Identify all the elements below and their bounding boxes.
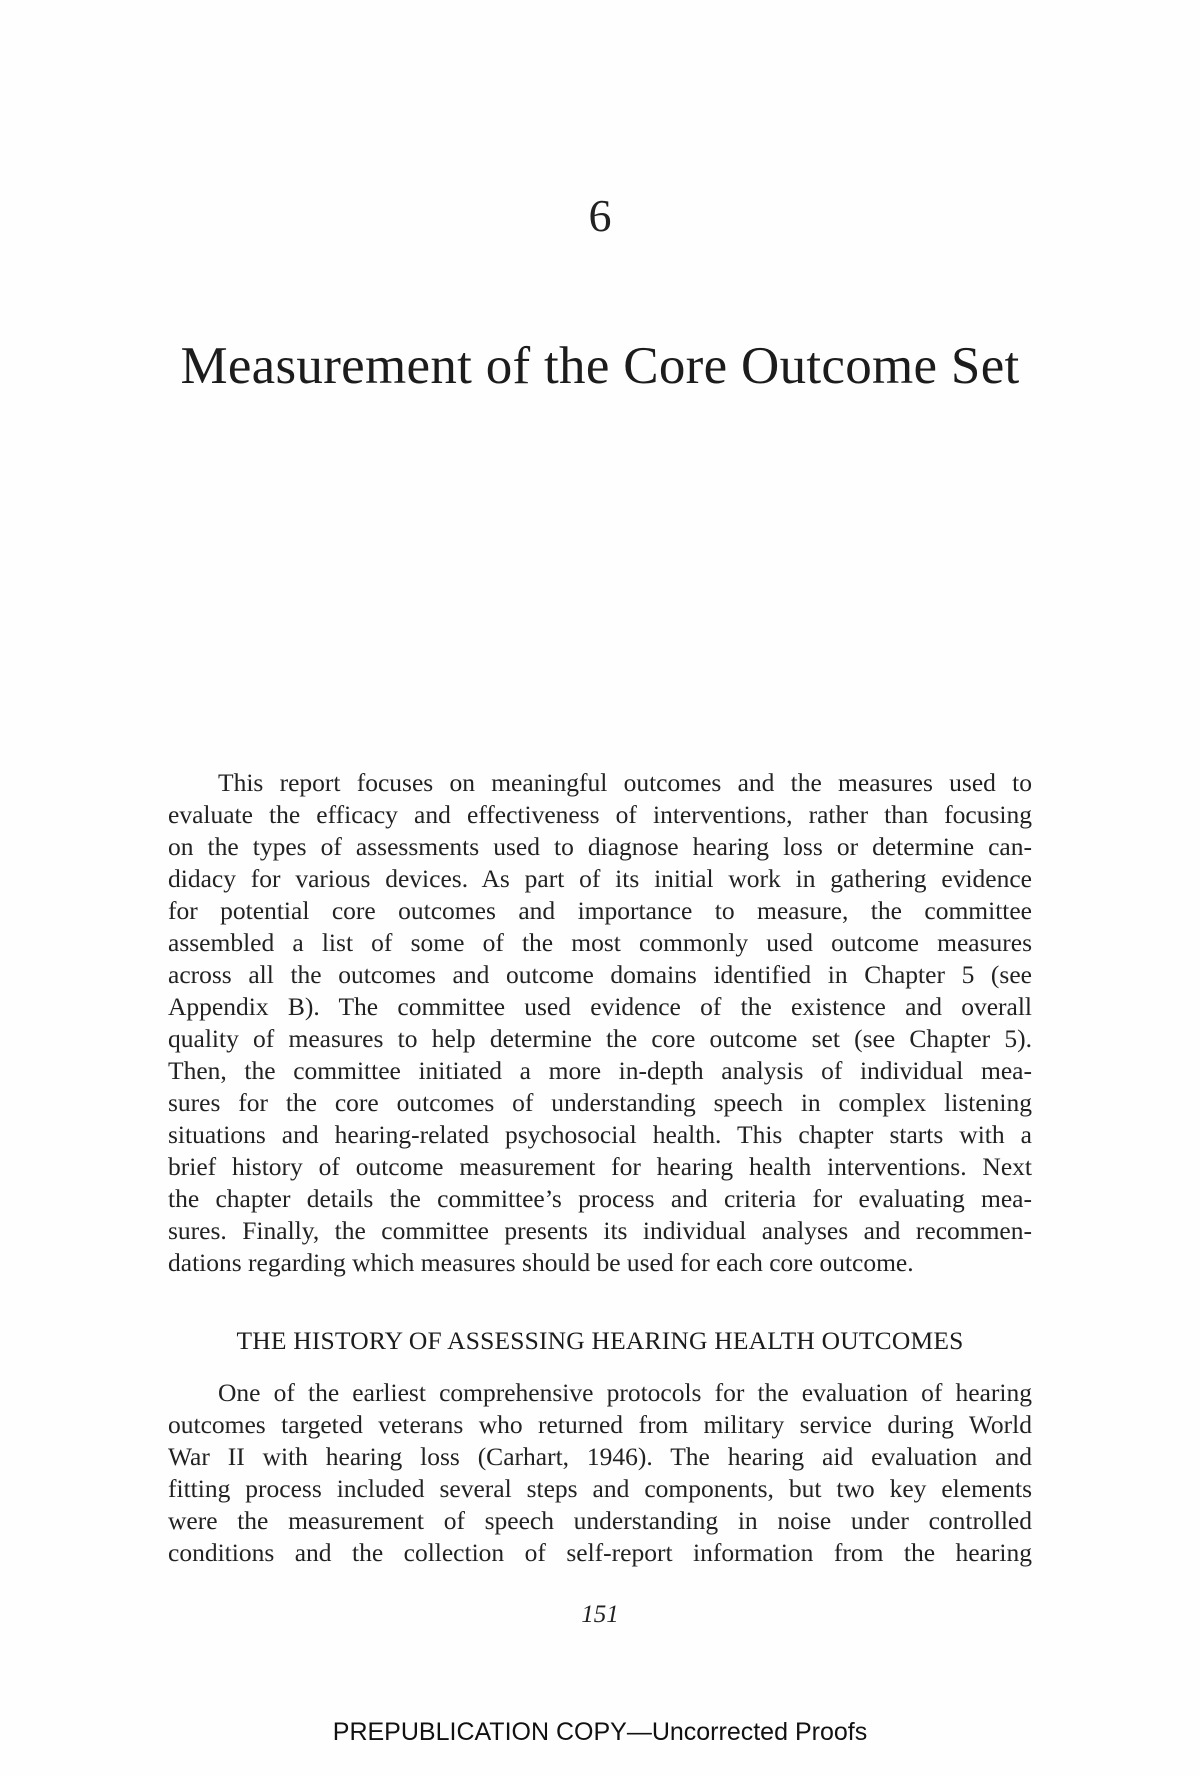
- chapter-title: Measurement of the Core Outcome Set: [180, 337, 1020, 395]
- history-paragraph-block: [168, 1377, 1032, 1569]
- chapter-number: 6: [588, 190, 612, 241]
- text-line: quality of measures to help determine the core outcome set (see Chapter 5).: [168, 1024, 1032, 1053]
- text-line: sures. Finally, the committee presents its individual analyses and recommen-: [168, 1216, 1032, 1245]
- text-line: across all the outcomes and outcome domains identified in Chapter 5 (see: [168, 960, 1032, 989]
- text-line: conditions and the collection of self-report information from the hearing: [168, 1538, 1032, 1567]
- text-line: Appendix B). The committee used evidence of the existence and overall: [168, 992, 1032, 1021]
- text-line: One of the earliest comprehensive protocols for the evaluation of hearing: [218, 1378, 1032, 1407]
- text-line: evaluate the efficacy and effectiveness of interventions, rather than focusing: [168, 800, 1032, 829]
- intro-paragraph: [168, 767, 1032, 1279]
- text-line: the chapter details the committee’s process and criteria for evaluating mea-: [168, 1184, 1032, 1213]
- intro-paragraph-block: [168, 767, 1032, 1279]
- text-line: This report focuses on meaningful outcomes and the measures used to: [218, 768, 1032, 797]
- text-line: situations and hearing-related psychosocial health. This chapter starts with a: [168, 1120, 1032, 1149]
- text-line: brief history of outcome measurement for hearing health interventions. Next: [168, 1152, 1032, 1181]
- text-line: assembled a list of some of the most commonly used outcome measures: [168, 928, 1032, 957]
- page-number: 151: [581, 1601, 619, 1628]
- history-paragraph: [168, 1377, 1032, 1569]
- text-line: dations regarding which measures should be used for each core outcome.: [168, 1248, 914, 1277]
- text-line: on the types of assessments used to diagnose hearing loss or determine can-: [168, 832, 1032, 861]
- text-line: War II with hearing loss (Carhart, 1946). The hearing aid evaluation and: [168, 1442, 1032, 1471]
- prepublication-footer: PREPUBLICATION COPY—Uncorrected Proofs: [332, 1718, 868, 1746]
- text-line: didacy for various devices. As part of its initial work in gathering evidence: [168, 864, 1032, 893]
- text-line: were the measurement of speech understanding in noise under controlled: [168, 1506, 1032, 1535]
- section-heading: THE HISTORY OF ASSESSING HEARING HEALTH OUTCOMES: [236, 1326, 964, 1355]
- text-line: for potential core outcomes and importance to measure, the committee: [168, 896, 1032, 925]
- text-line: outcomes targeted veterans who returned from military service during World: [168, 1410, 1032, 1439]
- text-line: Then, the committee initiated a more in-depth analysis of individual mea-: [168, 1056, 1032, 1085]
- text-line: fitting process included several steps and components, but two key elements: [168, 1474, 1032, 1503]
- text-line: sures for the core outcomes of understanding speech in complex listening: [168, 1088, 1032, 1117]
